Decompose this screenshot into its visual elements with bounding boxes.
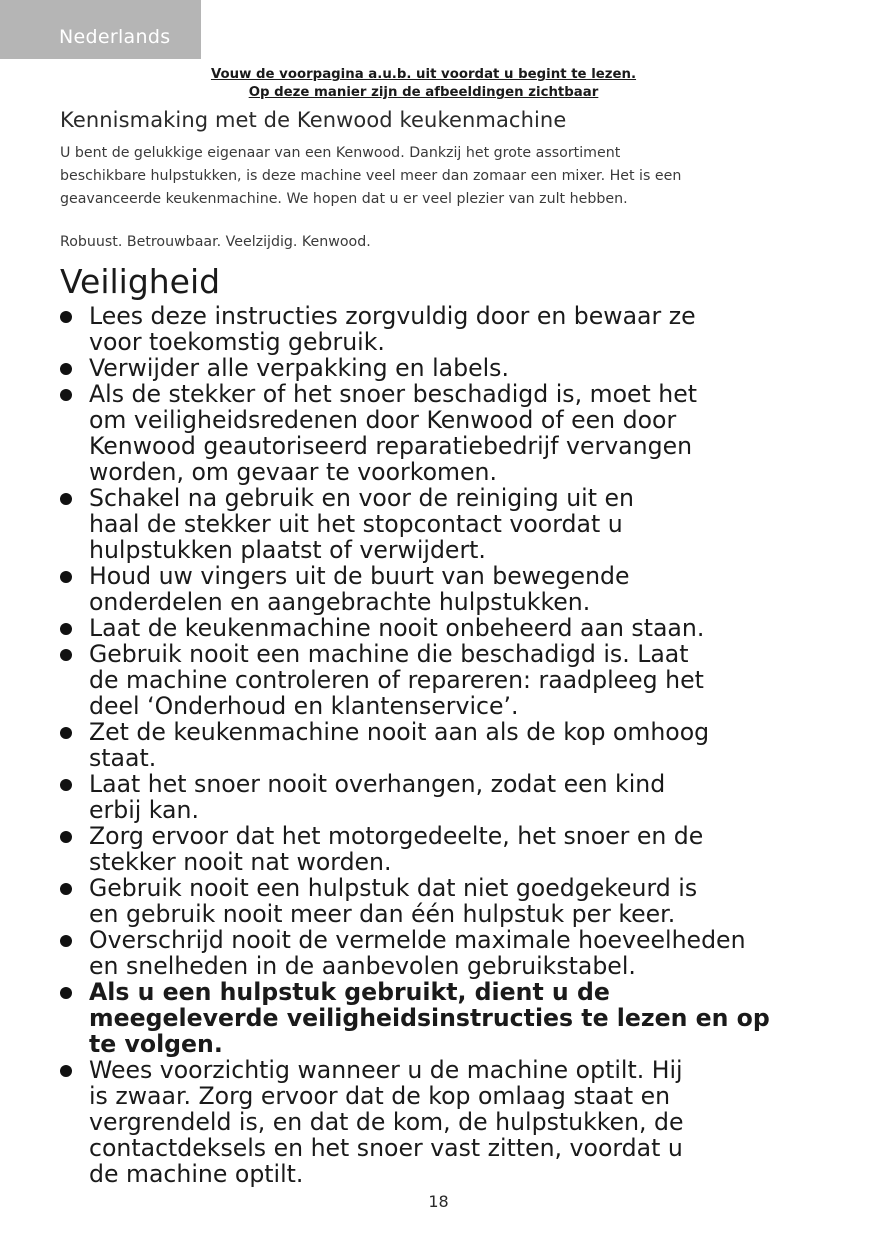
tagline: Robuust. Betrouwbaar. Veelzijdig. Kenwood. [60,234,371,250]
safety-item [60,927,800,979]
bullet-icon [60,389,72,401]
safety-list [60,303,800,1187]
intro-paragraph [60,142,790,211]
safety-item [60,563,800,615]
safety-item-line: Lees deze instructies zorgvuldig door en bewaar ze [89,302,696,330]
safety-item-line: Verwijder alle verpakking en labels. [89,354,509,382]
notice-line-1: Vouw de voorpagina a.u.b. uit voordat u begint te lezen. [210,67,637,82]
safety-item-line: staat. [89,744,157,772]
safety-item-line: onderdelen en aangebrachte hulpstukken. [89,588,591,616]
safety-item-line: Overschrijd nooit de vermelde maximale hoeveelheden [89,926,746,954]
bullet-icon [60,363,72,375]
safety-item [60,875,800,927]
safety-item-line: erbij kan. [89,796,199,824]
bullet-icon [60,493,72,505]
bullet-icon [60,623,72,635]
safety-item-line: voor toekomstig gebruik. [89,328,385,356]
language-tab: Nederlands [0,0,201,59]
intro-line: beschikbare hulpstukken, is deze machine veel meer dan zomaar een mixer. Het is een [60,168,682,184]
safety-item-line: vergrendeld is, en dat de kom, de hulpstukken, de [89,1108,684,1136]
safety-item [60,381,800,485]
unfold-notice [0,66,847,102]
page-number: 18 [428,1192,449,1211]
safety-item-line: Schakel na gebruik en voor de reiniging uit en [89,484,634,512]
safety-item [60,303,800,355]
bullet-icon [60,831,72,843]
safety-item-line: de machine controleren of repareren: raadpleeg het [89,666,704,694]
safety-item-line: Als de stekker of het snoer beschadigd is, moet het [89,380,697,408]
safety-item-line: de machine optilt. [89,1160,304,1188]
safety-item-line: Laat het snoer nooit overhangen, zodat een kind [89,770,666,798]
safety-item [60,823,800,875]
bullet-icon [60,987,72,999]
bullet-icon [60,1065,72,1077]
bullet-icon [60,649,72,661]
safety-item [60,1057,800,1187]
safety-item-line: Houd uw vingers uit de buurt van bewegende [89,562,630,590]
safety-item-line: te volgen. [89,1030,223,1058]
safety-item [60,355,800,381]
bullet-icon [60,883,72,895]
safety-item-line: Wees voorzichtig wanneer u de machine optilt. Hij [89,1056,683,1084]
safety-item [60,615,800,641]
intro-line: geavanceerde keukenmachine. We hopen dat u er veel plezier van zult hebben. [60,191,628,207]
safety-item [60,771,800,823]
safety-item-line: Als u een hulpstuk gebruikt, dient u de [89,978,610,1006]
safety-item-line: om veiligheidsredenen door Kenwood of een door [89,406,677,434]
safety-item-line: en gebruik nooit meer dan één hulpstuk per keer. [89,900,676,928]
safety-item-line: meegeleverde veiligheidsinstructies te lezen en op [89,1004,770,1032]
safety-item-line: Zorg ervoor dat het motorgedeelte, het snoer en de [89,822,704,850]
safety-item-line: contactdeksels en het snoer vast zitten, voordat u [89,1134,683,1162]
bullet-icon [60,727,72,739]
safety-item [60,641,800,719]
safety-item-line: stekker nooit nat worden. [89,848,392,876]
safety-item [60,719,800,771]
safety-item-line: Laat de keukenmachine nooit onbeheerd aan staan. [89,614,705,642]
bullet-icon [60,935,72,947]
safety-item-line: en snelheden in de aanbevolen gebruikstabel. [89,952,636,980]
safety-item-line: Gebruik nooit een machine die beschadigd is. Laat [89,640,689,668]
intro-line: U bent de gelukkige eigenaar van een Kenwood. Dankzij het grote assortiment [60,145,621,161]
safety-item-line: Zet de keukenmachine nooit aan als de kop omhoog [89,718,710,746]
safety-item-line: worden, om gevaar te voorkomen. [89,458,497,486]
notice-line-2: Op deze manier zijn de afbeeldingen zichtbaar [248,85,599,100]
bullet-icon [60,779,72,791]
safety-item-line: deel ‘Onderhoud en klantenservice’. [89,692,519,720]
safety-item [60,485,800,563]
safety-item-line: hulpstukken plaatst of verwijdert. [89,536,486,564]
safety-item-line: Kenwood geautoriseerd reparatiebedrijf vervangen [89,432,693,460]
safety-heading: Veiligheid [60,262,221,301]
safety-item-line: Gebruik nooit een hulpstuk dat niet goedgekeurd is [89,874,698,902]
intro-title: Kennismaking met de Kenwood keukenmachine [60,108,567,132]
safety-item-line: haal de stekker uit het stopcontact voordat u [89,510,623,538]
safety-item [60,979,800,1057]
bullet-icon [60,311,72,323]
safety-item-line: is zwaar. Zorg ervoor dat de kop omlaag staat en [89,1082,671,1110]
bullet-icon [60,571,72,583]
